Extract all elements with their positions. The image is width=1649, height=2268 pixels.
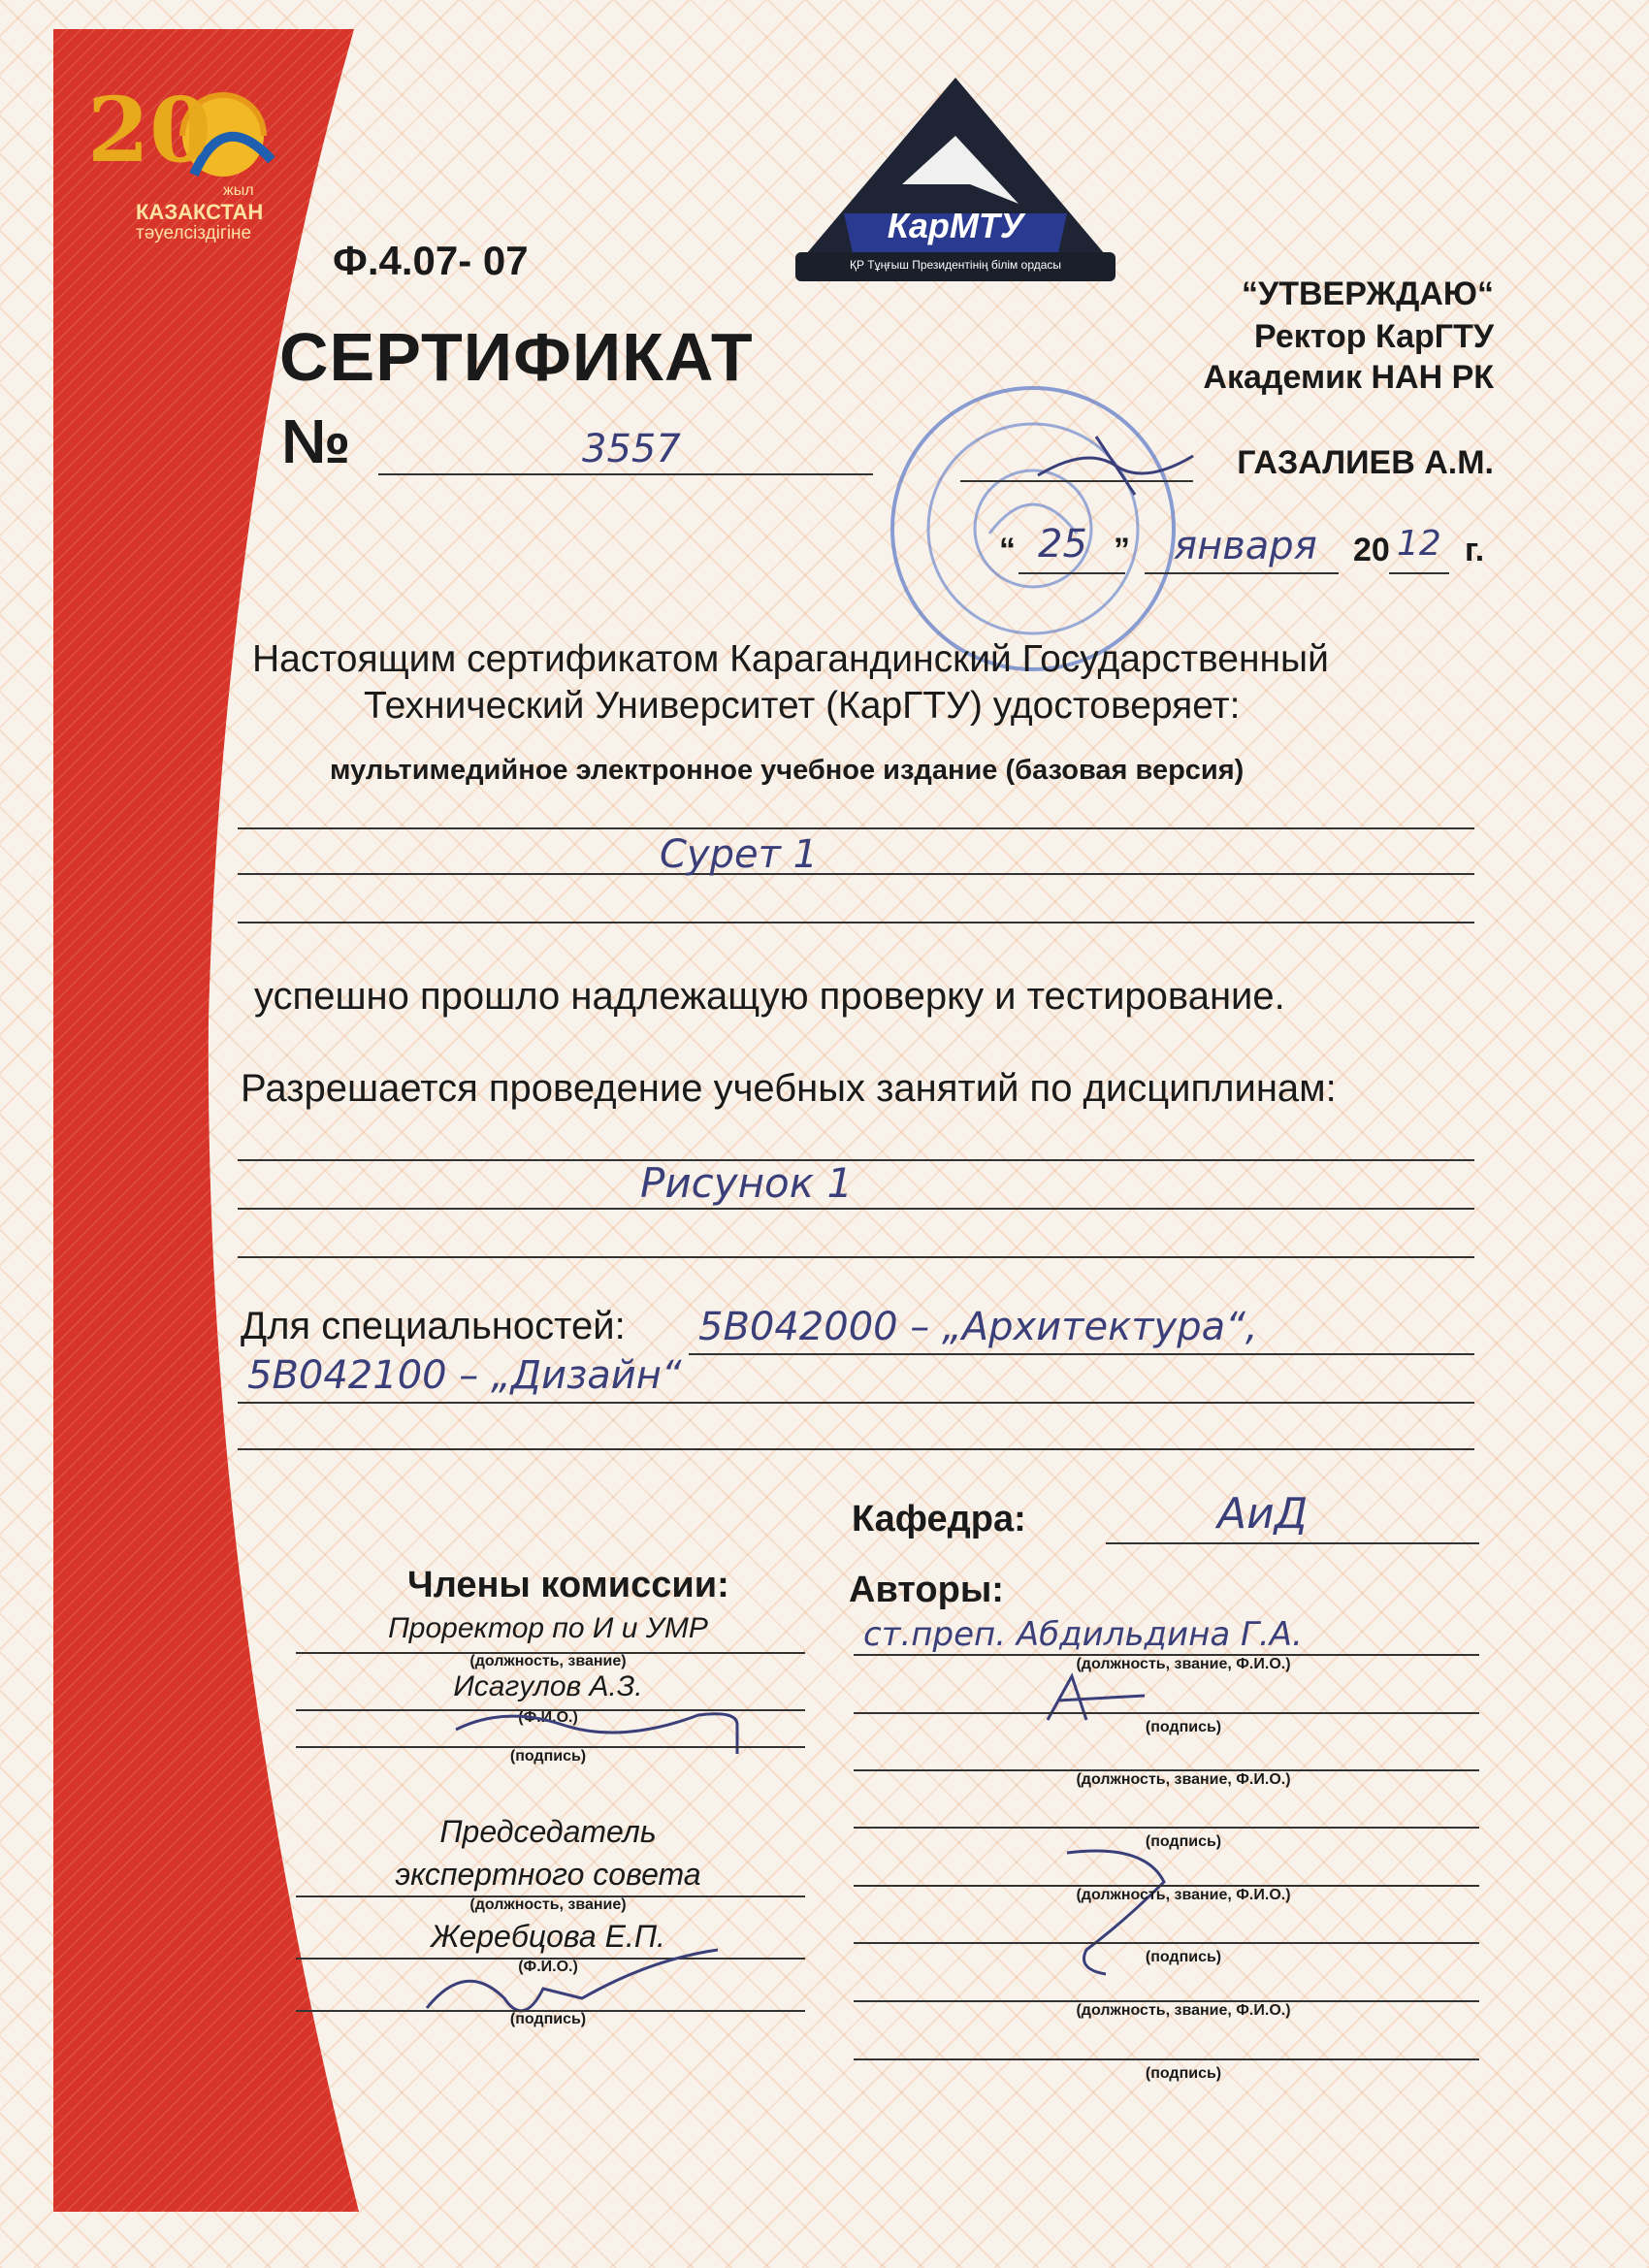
university-logo: [786, 68, 1125, 291]
rector-name: ГАЗАЛИЕВ А.М.: [1237, 444, 1494, 481]
date-day: 25: [1038, 522, 1087, 567]
member2-name-caption: (Ф.И.О.): [518, 1959, 578, 1975]
intro-line-1: Настоящим сертификатом Карагандинский Государственный: [252, 638, 1329, 680]
member2-position-caption: (должность, звание): [469, 1896, 627, 1913]
form-code: Ф.4.07- 07: [333, 238, 529, 283]
member2-name: Жеребцова Е.П.: [431, 1919, 665, 1954]
logo-motto: ҚР Тұңғыш Президентінің білім ордасы: [849, 258, 1062, 272]
spec-line-1: 5В042000 – „Архитектура“,: [698, 1305, 1258, 1349]
date-quote-close: ”: [1114, 532, 1130, 568]
date-year-suffix: 12: [1397, 524, 1441, 564]
member1-position-caption: (должность, звание): [469, 1653, 627, 1669]
university-stamp: [883, 378, 1183, 679]
department-label: Кафедра:: [852, 1499, 1026, 1539]
date-unit: г.: [1465, 532, 1485, 568]
number-label: №: [281, 406, 351, 476]
member2-position-l1: Председатель: [439, 1814, 657, 1849]
approval-heading: “УТВЕРЖДАЮ“: [1242, 275, 1494, 312]
date-month: января: [1174, 524, 1317, 568]
author4-caption: (должность, звание, Ф.И.О.): [1076, 2002, 1291, 2019]
commission-heading: Члены комиссии:: [407, 1565, 729, 1605]
author1-name: ст.преп. Абдильдина Г.А.: [863, 1615, 1303, 1654]
logo-name: КарМТУ: [887, 206, 1024, 245]
certificate-number: 3557: [582, 427, 681, 471]
passed-text: успешно прошло надлежащую проверку и тестирование.: [254, 975, 1285, 1018]
emblem-country: КАЗАКСТАН: [136, 200, 264, 224]
author3-sign-caption: (подпись): [1145, 1949, 1222, 1965]
independence-emblem: [78, 68, 301, 252]
discipline-name: Рисунок 1: [640, 1159, 854, 1207]
member2-signature: [407, 1940, 757, 2047]
author3-caption: (должность, звание, Ф.И.О.): [1076, 1887, 1291, 1903]
member2-sign-caption: (подпись): [509, 2011, 587, 2027]
spec-line-2: 5В042100 – „Дизайн“: [247, 1353, 682, 1398]
date-quote-open: “: [999, 532, 1016, 568]
date-year-prefix: 20: [1353, 532, 1390, 568]
certificate-title: СЕРТИФИКАТ: [279, 319, 754, 395]
intro-line-2: Технический Университет (КарГТУ) удостоверяет:: [364, 685, 1241, 727]
department-value: АиД: [1217, 1489, 1309, 1539]
member1-sign-caption: (подпись): [509, 1748, 587, 1765]
spec-label: Для специальностей:: [241, 1305, 626, 1347]
edition-type: мультимедийное электронное учебное издание (базовая версия): [330, 755, 1245, 786]
author1-caption: (должность, звание, Ф.И.О.): [1076, 1656, 1291, 1672]
approval-academic: Академик НАН РК: [1203, 359, 1494, 396]
author2-sign-caption: (подпись): [1145, 1833, 1222, 1850]
emblem-line2: тәуелсіздігіне: [136, 223, 252, 243]
edition-name: Сурет 1: [660, 832, 819, 877]
author2-caption: (должность, звание, Ф.И.О.): [1076, 1771, 1291, 1788]
member1-name: Исагулов А.З.: [453, 1670, 643, 1702]
member1-name-caption: (Ф.И.О.): [518, 1709, 578, 1726]
author1-sign-caption: (подпись): [1145, 1719, 1222, 1735]
member2-position-l2: экспертного совета: [395, 1857, 701, 1892]
member1-position: Проректор по И и УМР: [388, 1612, 708, 1644]
emblem-year: 20: [87, 78, 212, 182]
approval-rector: Ректор КарГТУ: [1254, 318, 1494, 355]
emblem-line1: жыл: [223, 182, 254, 199]
authors-heading: Авторы:: [849, 1570, 1004, 1610]
allowed-text: Разрешается проведение учебных занятий по дисциплинам:: [241, 1067, 1337, 1110]
author4-sign-caption: (подпись): [1145, 2065, 1222, 2082]
